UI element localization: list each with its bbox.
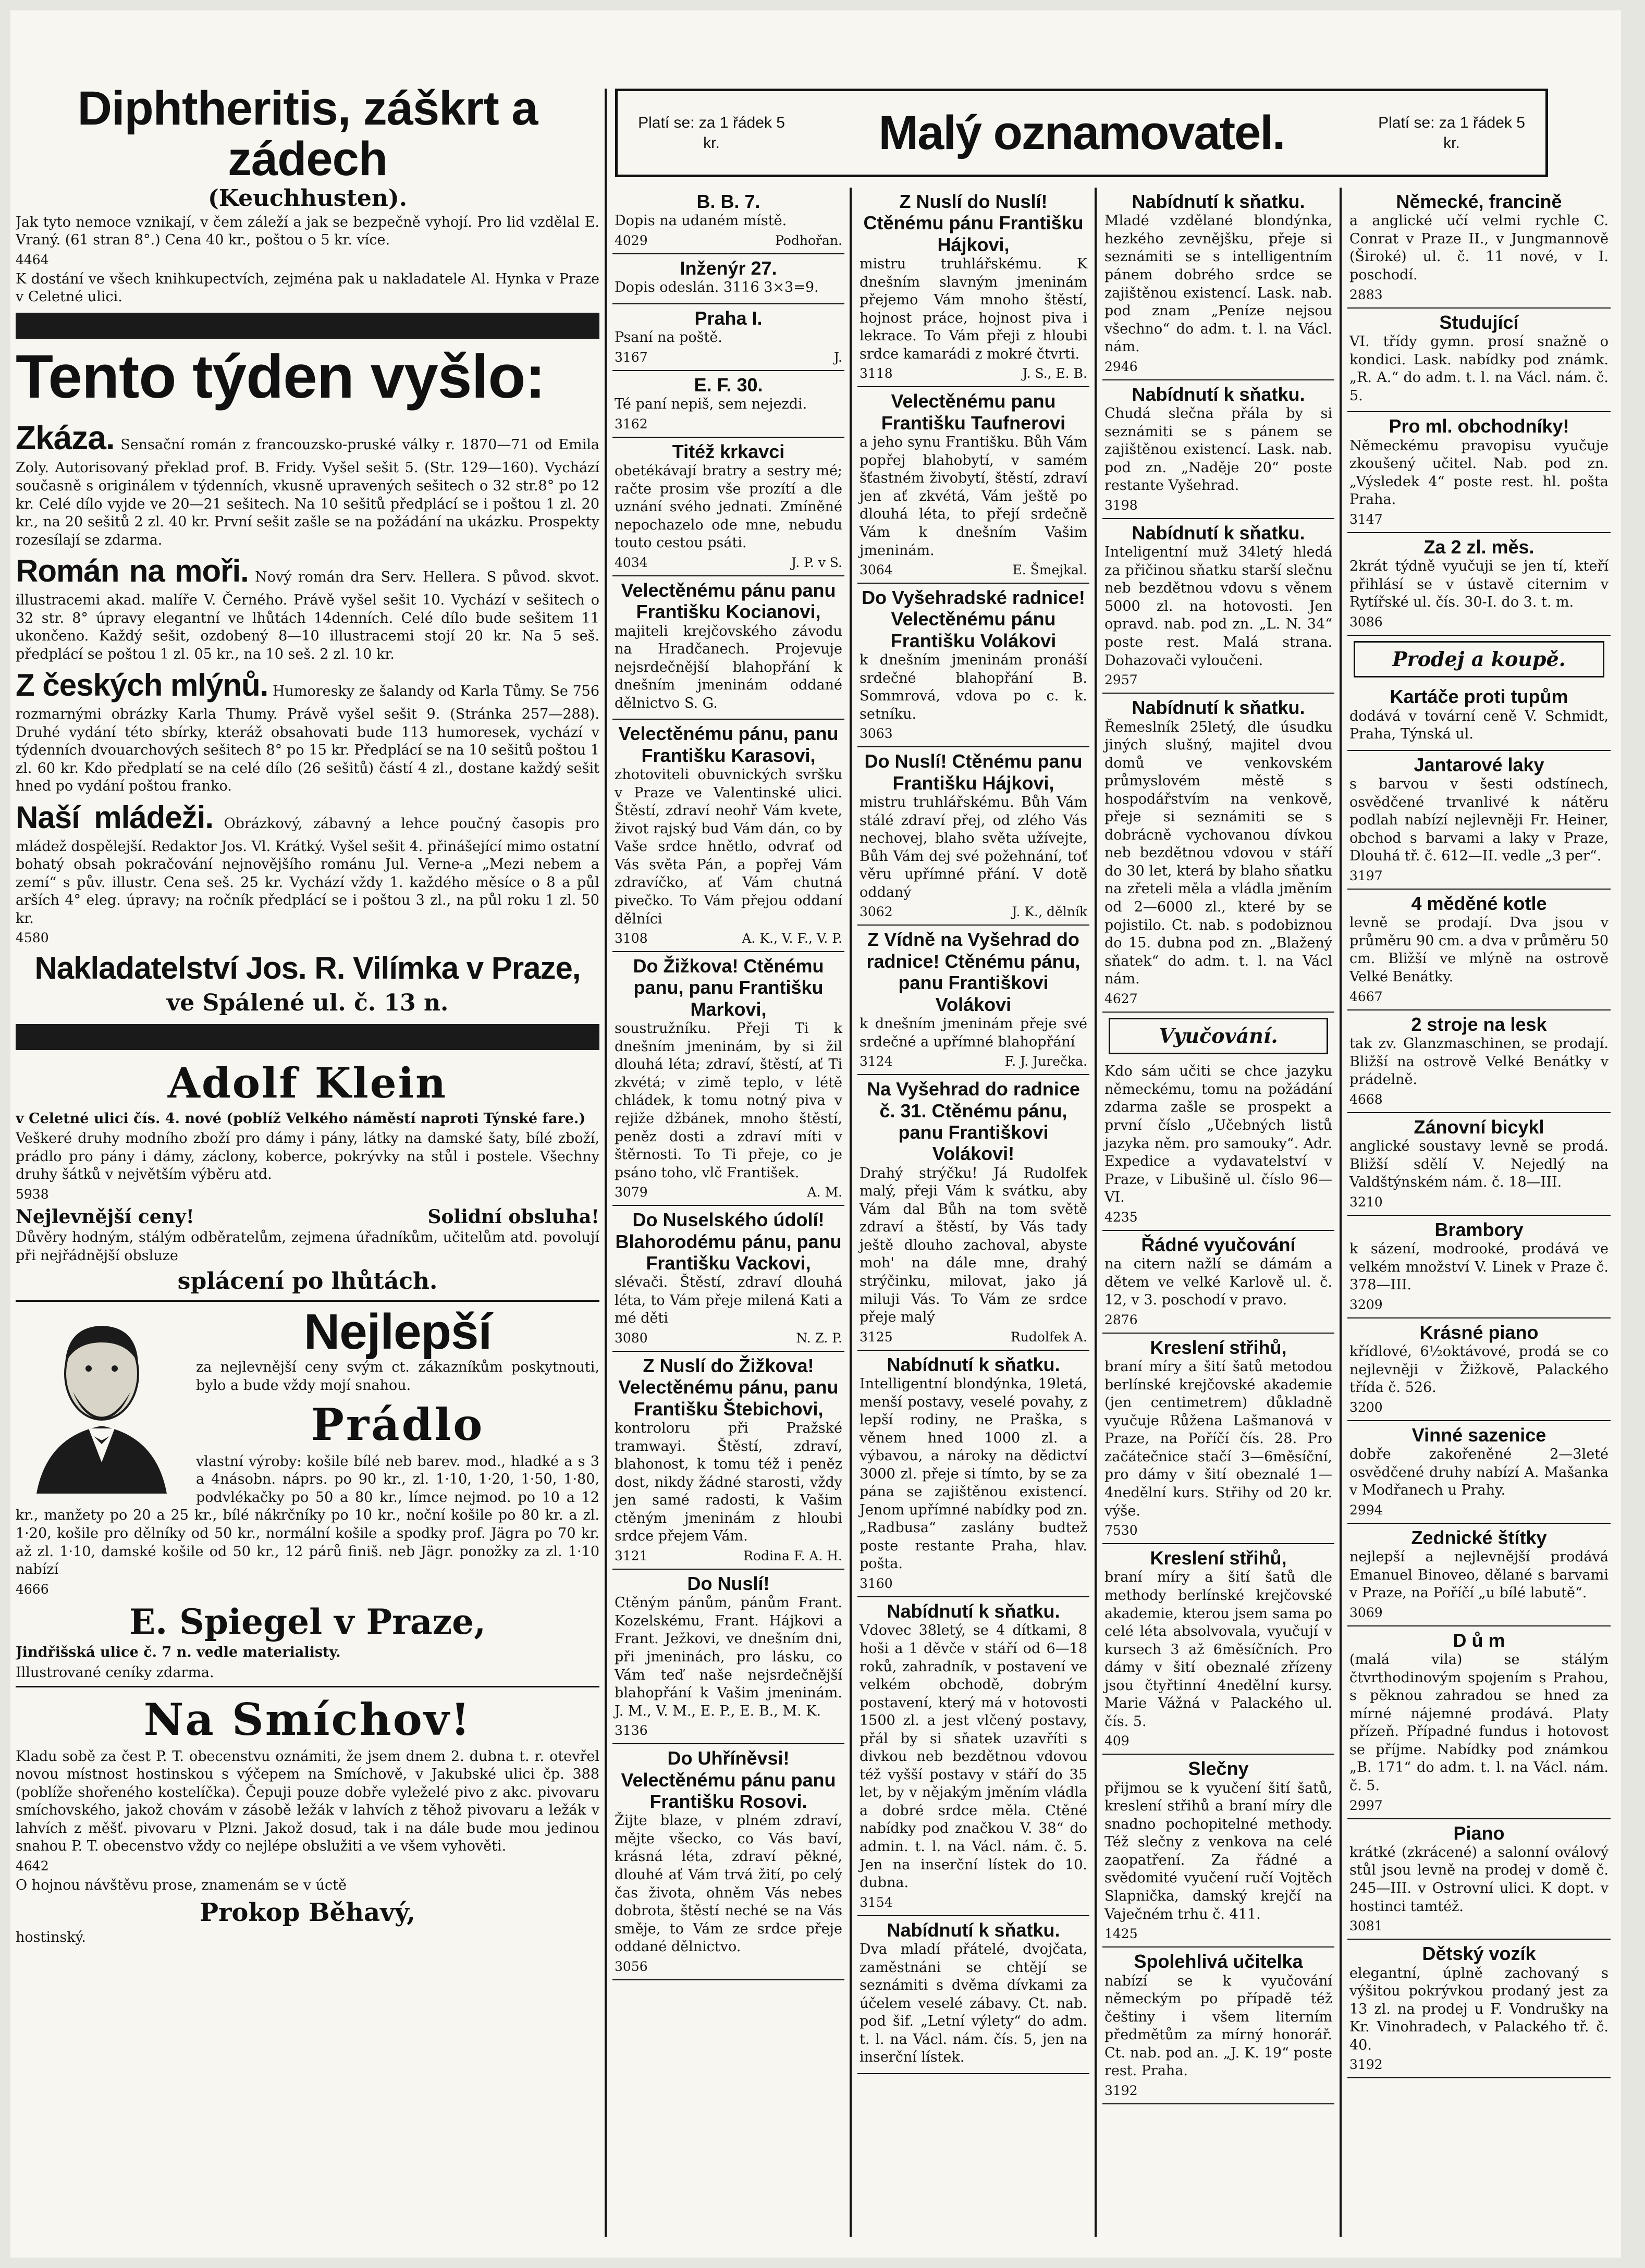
ad-footer bbox=[615, 930, 842, 947]
ad-heading: Z Nuslí do Nuslí! Ctěnému pánu Františku Hájkovi, bbox=[863, 191, 1084, 255]
ad-heading: Do Vyšehradské radnice! Velectěnému pánu Františku Volákovi bbox=[862, 587, 1085, 651]
banner-title: Malý oznamovatel. bbox=[878, 106, 1285, 159]
klein-text2: Důvěry hodným, stálým odběratelům, zejmena úřadníkům, učitelům atd. povolují při nejřádnější obsluze bbox=[16, 1229, 599, 1264]
ad-heading: Pro ml. obchodníky! bbox=[1389, 415, 1569, 437]
ad-footer bbox=[1349, 868, 1609, 884]
classified-ad bbox=[1102, 1544, 1334, 1755]
divider-bar-2 bbox=[16, 1024, 599, 1050]
ad-number: 3197 bbox=[1349, 868, 1383, 883]
ad-heading: Slečny bbox=[1188, 1758, 1249, 1780]
classified-ad bbox=[1347, 890, 1611, 1010]
classified-ad bbox=[612, 1352, 844, 1570]
klein-solid: Solidní obsluha! bbox=[427, 1205, 599, 1228]
classified-ad bbox=[857, 747, 1089, 926]
ad-signature: A. M. bbox=[807, 1185, 842, 1200]
ad-footer bbox=[1104, 991, 1332, 1007]
ad-text: křídlové, 6½oktávové, prodá se co nejlevněji v Žižkově, Palackého třída č. 526. bbox=[1349, 1343, 1609, 1396]
diphtheritis-subtitle: (Keuchhusten). bbox=[207, 185, 408, 212]
ad-heading: Nabídnutí k sňatku. bbox=[887, 1353, 1060, 1375]
column-rule bbox=[1340, 188, 1342, 2237]
column-5 bbox=[1347, 188, 1611, 2237]
ad-footer bbox=[1104, 1312, 1332, 1328]
classified-ad bbox=[1347, 1940, 1611, 2078]
smichov-sign: Prokop Běhavý, bbox=[200, 1897, 415, 1927]
ad-text: Chudá slečna přála by si seznámiti se s pánem se zajištěnou existencí. Lask. nab. pod zn. „Naděje 20“ poste restante Vyšehrad. bbox=[1104, 405, 1332, 494]
ad-footer bbox=[615, 1548, 842, 1564]
ad-heading: Nabídnutí k sňatku. bbox=[1132, 191, 1305, 212]
ad-signature: J. K., dělník bbox=[1012, 904, 1087, 920]
ad-text: krátké (zkrácené) a salonní oválový stůl jsou levně na prodej v domě č. 245—III. v Ostrovní ulici. K dopt. v hostinci tamtéž. bbox=[1349, 1844, 1609, 1915]
ad-text: Dva mladí přátelé, dvojčata, zaměstnáni se chtějí se seznámiti s dvěma dívkami za účelem veselé zábavy. Ct. nab. pod šif. „Letní výlety“ do adm. t. l. na Václ. nám. čís. 5, jen na inserční lístek. bbox=[860, 1941, 1087, 2066]
ad-text: majiteli krejčovského závodu na Hradčanech. Projevuje nejsrdečnější blahopřání k dnešním jmeninám oddané dělnictvo S. G. bbox=[615, 623, 842, 711]
spiegel-name: E. Spiegel v Praze, bbox=[129, 1601, 486, 1642]
ad-signature: F. J. Jurečka. bbox=[1004, 1054, 1087, 1069]
section-heading: Vyučování. bbox=[1109, 1018, 1328, 1055]
classified-ad bbox=[612, 438, 844, 576]
mladezi-heading: Naší mládeži. bbox=[16, 799, 214, 835]
ad-heading: Zednické štítky bbox=[1411, 1526, 1547, 1548]
ad-heading: 4 měděné kotle bbox=[1411, 893, 1547, 914]
classified-ad bbox=[1347, 1113, 1611, 1216]
ad-heading: Zánovní bicykl bbox=[1414, 1116, 1544, 1138]
ad-number: 3154 bbox=[860, 1894, 893, 1910]
ad-heading: Nabídnutí k sňatku. bbox=[1132, 383, 1305, 405]
ad-text: k dnešním jmeninám přeje své srdečné a upřímné blahopřání bbox=[860, 1016, 1087, 1050]
ad-text: Dopis na udaném místě. bbox=[615, 213, 787, 229]
classified-ad bbox=[1347, 1010, 1611, 1113]
ad-heading: Velectěnému panu Františku Taufnerovi bbox=[881, 390, 1066, 434]
ad-heading: Velectěnému pánu panu Františku Kocianovi, bbox=[621, 579, 836, 623]
ad-number: 3108 bbox=[615, 931, 648, 946]
ad-text: anglické soustavy levně se prodá. Bližší sdělí V. Nejedlý na Valdštýnském nám. č. 18—III. bbox=[1349, 1138, 1609, 1191]
classified-ad bbox=[1347, 412, 1611, 533]
ad-footer bbox=[860, 562, 1087, 578]
ad-number: 3063 bbox=[860, 726, 893, 742]
ad-heading: Velectěnému pánu, panu Františku Karasovi, bbox=[618, 723, 839, 766]
classified-ad bbox=[612, 371, 844, 438]
vilimek-name: Nakladatelství Jos. R. Vilímka v Praze, bbox=[34, 951, 581, 986]
ad-number: 4029 bbox=[615, 232, 648, 248]
ad-footer bbox=[860, 1329, 1087, 1346]
ad-number: 3124 bbox=[860, 1054, 893, 1069]
classified-ad bbox=[612, 254, 844, 304]
ad-footer bbox=[1104, 1209, 1332, 1226]
classified-ad bbox=[1102, 1334, 1334, 1544]
ad-text: Psaní na poště. bbox=[615, 329, 722, 346]
ad-heading: Kreslení střihů, bbox=[1150, 1336, 1287, 1358]
ad-number: 3069 bbox=[1349, 1605, 1383, 1620]
ad-text: elegantní, úplně zachovaný s výšitou pokrývkou prodaný jest za 13 zl. na prodej u F. Vondrušky na Kr. Vinohradech, v Palackého tř. č. 40. bbox=[1349, 1965, 1609, 2053]
ad-text: mistru truhlářskému. Bůh Vám stálé zdraví přej, od zlého Vás nechovej, blaho světa užívejte, Bůh Vám dej své požehnání, toť věru upřímné přání. V dotě oddaný bbox=[860, 794, 1087, 901]
ad-footer bbox=[615, 416, 842, 433]
klein-pay: splácení po lhůtách. bbox=[177, 1268, 438, 1295]
ad-heading: Dětský vozík bbox=[1422, 1943, 1536, 1965]
classified-ad bbox=[857, 1916, 1089, 2074]
ad-heading: Nabídnutí k sňatku. bbox=[887, 1600, 1060, 1622]
ad-footer bbox=[1349, 511, 1609, 528]
ad-heading: Do Nuslí! Ctěnému panu Františku Hájkovi, bbox=[864, 750, 1083, 794]
diphtheritis-text2: K dostání ve všech knihkupectvích, zejména pak u nakladatele Al. Hynka v Praze v Celetné ulici. bbox=[16, 270, 599, 305]
ad-heading: Řádné vyučování bbox=[1141, 1234, 1296, 1255]
ad-text: slévači. Štěstí, zdraví dlouhá léta, to Vám přeje milená Kati a mé děti bbox=[615, 1274, 842, 1327]
ad-number: 2994 bbox=[1349, 1502, 1383, 1518]
pradlo-number: 4666 bbox=[16, 1581, 49, 1597]
classified-ad bbox=[1347, 533, 1611, 636]
classified-ad bbox=[612, 1206, 844, 1352]
ad-number: 3198 bbox=[1104, 497, 1138, 513]
classified-ad bbox=[857, 584, 1089, 747]
ad-footer bbox=[1349, 1091, 1609, 1108]
classified-ad bbox=[857, 926, 1089, 1075]
column-3 bbox=[857, 188, 1089, 2237]
ad-number: 1425 bbox=[1104, 1926, 1138, 1942]
ad-number: 2946 bbox=[1104, 359, 1138, 374]
classified-ad bbox=[1102, 1755, 1334, 1947]
ad-footer bbox=[860, 1894, 1087, 1911]
ad-number: 3200 bbox=[1349, 1399, 1383, 1415]
ad-text: dobře zakořeněné 2—3leté osvědčené druhy nabízí A. Mašanka v Modřanech u Prahy. bbox=[1349, 1446, 1609, 1499]
ad-text: obetékávají bratry a sestry mé; račte prosim vše prozítí a dle uznání svého jednati. Zmíněné nepochazelo ode mne, nebudu touto cestou psáti. bbox=[615, 463, 842, 551]
ad-signature: E. Šmejkal. bbox=[1012, 562, 1087, 578]
ad-heading: E. F. 30. bbox=[694, 374, 763, 396]
ad-heading: Na Vyšehrad do radnice č. 31. Ctěnému pánu, panu Františkovi Volákovi! bbox=[867, 1078, 1080, 1165]
smichov-title: Na Smíchov! bbox=[143, 1694, 472, 1746]
ad-footer bbox=[860, 904, 1087, 920]
ad-text: kontroloru při Pražské tramwayi. Štěstí, zdraví, blahonost, k tomu též i peněz dost, nikdy žádné starosti, vždy jen samé radosti, k Vašim ctěným jmeninám z hloubi srdce přejem Vám. bbox=[615, 1420, 842, 1545]
ad-text: VI. třídy gymn. prosí snažně o kondici. Lask. nabídky pod známk. „R. A.“ do adm. t. l. na Václ. nám. č. 5. bbox=[1349, 333, 1609, 404]
ad-number: 409 bbox=[1104, 1733, 1130, 1749]
ad-number: 3062 bbox=[860, 904, 893, 920]
ad-footer bbox=[615, 232, 842, 249]
classified-ad bbox=[612, 304, 844, 371]
classified-ad bbox=[612, 952, 844, 1206]
ad-footer bbox=[1349, 989, 1609, 1005]
pradlo-text: vlastní výroby: košile bílé neb barev. mod., hladké a s 3 a 4násobn. náprs. po 90 kr., zl. 1·10, 1·20, 1·50, 1·80, podvlékačky po 50 a 80 kr., límce nejmod. po 10 a 12 kr., manžety po 20 a 25 kr., bílé nákrčníky po 10 kr., noční košile po 80 kr. a zl. 1·20, košile pro dělníky od 50 kr., normální košile a spodky prof. Jägra po 70 kr. až zl. 1·10, damské košile od 50 kr., 12 párů finiš. neb Jägr. ponožky za zl. 1·10 nabízí bbox=[16, 1453, 599, 1578]
ad-signature: Rudolfek A. bbox=[1010, 1329, 1087, 1345]
classified-ad bbox=[1102, 1231, 1334, 1334]
ad-number: 2876 bbox=[1104, 1312, 1138, 1327]
ad-number: 3210 bbox=[1349, 1194, 1383, 1210]
smichov-number: 4642 bbox=[16, 1858, 49, 1874]
classified-ad bbox=[1102, 380, 1334, 519]
ad-number: 3121 bbox=[615, 1548, 648, 1563]
classified-ad bbox=[612, 720, 844, 952]
ad-footer bbox=[1349, 1605, 1609, 1621]
nejlepsi-text: za nejlevnější ceny svým ct. zákazníkům poskytnouti, bylo a bude vždy mojí snahou. bbox=[196, 1359, 599, 1394]
banner-left: Platí se: za 1 řádek 5 kr. bbox=[638, 114, 785, 152]
ad-heading: Krásné piano bbox=[1419, 1321, 1539, 1343]
ad-footer bbox=[615, 1330, 842, 1347]
ad-number: 3209 bbox=[1349, 1297, 1383, 1312]
classified-ad bbox=[1347, 1524, 1611, 1626]
ad-text: a jeho synu Františku. Bůh Vám popřej blahobytí, v samém šťastném živobytí, štěstí, zdraví jen ať zkvétá, Vám ještě po dlouhá léta, to přejí srdečně Vám k dnešním Vašim jmeninám. bbox=[860, 434, 1087, 559]
column-rule bbox=[850, 188, 852, 2237]
ad-number: 3125 bbox=[860, 1329, 893, 1345]
ad-text: mistru truhlářskému. K dnešním slavným jmeninám přejemo Vám mnoho štěstí, hojnost práce, hojnost piva i lekrace. To Vám přeji z hloubi srdce kamarádi z mokré čtvrti. bbox=[860, 256, 1087, 362]
ad-heading: Studující bbox=[1439, 311, 1519, 333]
ad-heading: Z Vídně na Vyšehrad do radnice! Ctěnému pánu, panu Františkovi Volákovi bbox=[866, 929, 1081, 1015]
ad-heading: Za 2 zl. měs. bbox=[1423, 536, 1534, 558]
diphtheritis-number: 4464 bbox=[16, 252, 49, 267]
mlynu-text: Humoresky ze šalandy od Karla Tůmy. Se 756 rozmarnými obrázky Karla Thumy. Právě vyšel sešit 9. (Stránka 257—288). Druhé vydání této sbírky, kteráž obsahovati bude 113 humoresek, vychází v týdenních dvouarchových sešitech 8° po 15 kr. Předplácí se na 10 sešitů poštou 1 zl. 60 kr. Kdo předplatí se na celé dílo (26 sešitů) částí 4 zl., dostane každý sešit hned po vydání poštou franko. bbox=[16, 683, 599, 795]
ad-text: Inteligentní muž 34letý hledá za přičinou sňatku starší slečnu neb bezdětnou vdovu s věnem 5000 zl. na hotovosti. Jen opravd. nab. pod zn. „L. N. 34“ poste rest. Malá strana. Dohazovači vyloučeni. bbox=[1104, 544, 1332, 669]
ad-text: 2krát týdně vyučuji se jen tí, kteří přihlásí se v ústavě citernim v Rytířské ul. čís. 30-I. do 3. t. m. bbox=[1349, 558, 1609, 611]
ad-number: 3162 bbox=[615, 416, 648, 432]
ad-text: braní míry a šití šatů metodou berlínské krejčovské akademie (jen centimetrem) důkladně vyučuje Růžena Lašmanová v Praze, na Poříčí čís. 28. Pro začátečnice stačí 3—6měsíční, pro dámy v šití obeznalé 1—4nedělní kurs. Střihy od 20 kr. výše. bbox=[1104, 1359, 1332, 1519]
ad-text: nabízí se k vyučování německým po případě též češtiny i všem literním předmětům za mírný honorář. Ct. nab. pod an. „J. K. 19“ poste rest. Praha. bbox=[1104, 1973, 1332, 2079]
ad-footer bbox=[1349, 1918, 1609, 1934]
ad-number: 4034 bbox=[615, 554, 648, 570]
ad-footer bbox=[615, 349, 842, 366]
ad-footer bbox=[615, 1722, 842, 1739]
ad-text: Ctěným pánům, pánům Frant. Kozelskému, Frant. Hájkovi a Frant. Ježkovi, ve dnešním dni, při jmeninách, pro lásku, co Vám teď naše nejsrdečnější blahopřání k Vašim jmeninám. J. M., V. M., E. P., E. B., M. K. bbox=[615, 1595, 842, 1719]
ad-heading: Do Nuselského údolí! Blahorodému pánu, panu Františku Vackovi, bbox=[615, 1209, 842, 1274]
ad-heading: D ů m bbox=[1453, 1629, 1505, 1651]
classified-ad bbox=[857, 188, 1089, 387]
ad-text: Drahý strýčku! Já Rudolfek malý, přeji Vám k svátku, aby Vám dal Bůh na tom světě zdraví a štěstí, by Vás tady ještě dlouho zachoval, abyste moh' na dále mne, drahý strýčinku, milovat, jako já miluji Vás. To Vám ze srdce přeje malý bbox=[860, 1165, 1087, 1326]
ad-heading: Titéž krkavci bbox=[672, 440, 785, 462]
classified-ad bbox=[1347, 1819, 1611, 1940]
ad-text: Řemeslník 25letý, dle úsudku jiných slušný, majitel dvou domů ve venkovském průmyslovém městě s hospodářstvím na venkově, přeje si seznámiti se s dobrácně vychovanou dívkou neb bezdětnou vdovou v stáří do 30 let, která by blaho sňatku na zřeteli měla a vládla jměním od 2—6000 zl., které by se pojistilo. Ct. nab. s podobiznou do 15. dubna pod zn. „Blažený sňatek“ do adm. t. l. na Václ nám. bbox=[1104, 719, 1332, 988]
ad-text: přijmou se k vyučení šití šatů, kreslení střihů a braní míry dle snadno pochopitelné methody. Též slečny z venkova na celé zaopatření. Za řádné a svědomité vyučení ručí Vojtěch Slapnička, damský krejčí na Vaječném trhu č. 411. bbox=[1104, 1780, 1332, 1922]
smichov-text2: O hojnou návštěvu prose, znamenám se v úctě bbox=[16, 1877, 347, 1894]
ad-signature: J. bbox=[833, 349, 842, 365]
ad-footer bbox=[1104, 1926, 1332, 1942]
classified-ad bbox=[1347, 1216, 1611, 1318]
ad-text: braní míry a šití šatů dle methody berlínské krejčovské akademie, kterou jsem sama po celé léta absolvovala, vyučují v kursech 3 až 6měsíčních. Pro dámy v šití obeznalé zřízeny jsou čtyřtinní 4nedělní kursy. Marie Vážná v Palackého ul. čís. 5. bbox=[1104, 1569, 1332, 1730]
ad-heading: Nabídnutí k sňatku. bbox=[1132, 697, 1305, 719]
nejlepsi-heading: Nejlepší bbox=[303, 1306, 492, 1360]
ad-number: 2997 bbox=[1349, 1797, 1383, 1813]
ad-text: k dnešním jmeninám pronáší srdečné blahopřání B. Sommrová, vdova po c. k. setníku. bbox=[860, 652, 1087, 722]
classified-ad bbox=[612, 1744, 844, 1980]
smichov-text: Kladu sobě za čest P. T. obecenstvu oznámiti, že jsem dnem 2. dubna t. r. otevřel novou místnost hostinskou s výčepem na Smíchově, v Jakubské ulici čp. 388 (poblíže shořeného kostelíčka). Čepuji pouze dobře vyleželé pivo z akc. pivovaru smíchovského, jakož chovám v zásobě ležák v lahvích z těhož pivovaru a ležák v lahvích z měšť. pivovaru v Plzni. Jakož dosud, tak i na dále bude mou jedinou snahou P. T. obecenstvo vždy co nejlépe obslužiti a ve všem vyhověti. bbox=[16, 1748, 599, 1855]
ad-text: Dopis odeslán. 3116 3×3=9. bbox=[615, 279, 819, 296]
ad-text: k sázení, modrooké, prodává ve velkém množství V. Linek v Praze č. 378—III. bbox=[1349, 1241, 1609, 1293]
ad-footer bbox=[1349, 1399, 1609, 1416]
ad-footer bbox=[1104, 672, 1332, 688]
ad-heading: Do Žižkova! Ctěnému panu, panu Františku Markovi, bbox=[633, 955, 824, 1020]
ad-text: soustružníku. Přeji Ti k dnešním jmeninám, by si žil dlouhá léta; zdraví, štěstí, ať Ti zkvétá; v zimě teplo, v létě chládek, k tomu notný piva v rejiže džbánek, mnoho štěstí, peněz dosti a zdraví míti v štěrnosti. To Ti přeje, co je psáno toho, vlč František. bbox=[615, 1020, 842, 1181]
ad-heading: Nabídnutí k sňatku. bbox=[887, 1919, 1060, 1941]
classified-ad bbox=[857, 1351, 1089, 1597]
classified-ad bbox=[1347, 683, 1611, 750]
klein-number: 5938 bbox=[16, 1186, 49, 1202]
pradlo-heading: Prádlo bbox=[311, 1399, 485, 1451]
ad-text: Té paní nepiš, sem nejezdi. bbox=[615, 396, 807, 413]
vilimek-address: ve Spálené ul. č. 13 n. bbox=[166, 990, 449, 1017]
ad-number: 4235 bbox=[1104, 1209, 1138, 1225]
ad-text: nejlepší a nejlevnější prodává Emanuel Binoveo, dělané s barvami v Praze, na Poříčí „u bílé labutě“. bbox=[1349, 1549, 1609, 1601]
classified-ad bbox=[1347, 1421, 1611, 1524]
ad-text: Německému pravopisu vyučuje zkoušený učitel. Nab. pod zn. „Výsledek 4“ poste rest. hl. pošta Praha. bbox=[1349, 437, 1609, 508]
ad-footer bbox=[860, 1053, 1087, 1070]
ad-number: 3192 bbox=[1349, 2057, 1383, 2073]
ad-number: 3167 bbox=[615, 349, 648, 365]
ad-footer bbox=[1104, 2082, 1332, 2099]
ad-footer bbox=[1104, 497, 1332, 514]
classified-ad bbox=[1347, 188, 1611, 309]
ad-text: tak zv. Glanzmaschinen, se prodají. Bližší na ostrově Velké Benátky v prádelně. bbox=[1349, 1035, 1609, 1088]
section-heading: Prodej a koupě. bbox=[1354, 641, 1604, 678]
classified-ad bbox=[1347, 751, 1611, 890]
roman-text: Nový román dra Serv. Hellera. S původ. skvot. illustracemi akad. malíře V. Černého. Právě vyšel sešit 10. Vychází v sešitech o 32 str. 8° úpravy elegantní ve lhůtách 14denních. Celé dílo bude sešitem 11 ukončeno. Každý sešit, ozdobený 8—10 illustracemi stojí 20 kr. Na 5 seš. předplácí se poštou 1 zl. 05 kr., na 10 seš. 2 zl. 10 kr. bbox=[16, 569, 599, 662]
ad-footer bbox=[860, 725, 1087, 742]
ad-heading: Piano bbox=[1453, 1822, 1505, 1844]
ad-heading: Vinné sazenice bbox=[1411, 1424, 1546, 1446]
classified-ad bbox=[857, 387, 1089, 584]
ad-number: 3079 bbox=[615, 1185, 648, 1200]
zkaza-heading: Zkáza. bbox=[16, 418, 115, 457]
classified-ad bbox=[612, 1570, 844, 1744]
classified-ad bbox=[1102, 694, 1334, 1013]
zkaza-text: Sensační román z francouzsko-pruské války r. 1870—71 od Emila Zoly. Autorisovaný překlad prof. B. Fridy. Vyšel sešit 5. (Str. 129—160). Vychází současně s originálem v týdenních, vkusně upravených sešitech o 32 str.8° po 12 kr. Celé dílo vyjde ve 20—21 sešitech. Na 10 sešitů předplácí se i poštou 1 zl. 20 kr., na 20 sešitů 2 zl. 40 kr. První sešit zašle se na požádání na ukázku. Prospekty rozesílají se zdarma. bbox=[16, 436, 599, 548]
ad-footer bbox=[615, 554, 842, 571]
ad-heading: B. B. 7. bbox=[696, 191, 760, 212]
ad-text: (malá vila) se stálým čtvrthodinovým spojením s Prahou, s pěknou zahradou se hned za mírné nájemné prodává. Platy přízeň. Případné fundus i hotovost se příjme. Nabídky pod známkou „B. 171“ do adm. t. l. na Václ. nám. č. 5. bbox=[1349, 1651, 1609, 1794]
ad-number: 4667 bbox=[1349, 989, 1383, 1004]
newspaper-page bbox=[10, 10, 1621, 2258]
mlynu-heading: Z českých mlýnů. bbox=[16, 668, 268, 703]
mladezi-text: Obrázkový, zábavný a lehce poučný časopis pro mládež dospělejší. Redaktor Jos. Vl. Krátký. Vyšel sešit 4. přinášející mimo ostatní bohatý obsah pokračování nejnovějšího románu Jul. Verne-a „Mezi nebem a zemí“ s pův. illustr. Cena seš. 25 kr. Vychází vždy 1. každého měsíce o 8 a půl arších 4° eleg. úpravy; na ročník předplácí se i poštou 3 zl., na půl roku 1 zl. 50 kr. bbox=[16, 815, 599, 927]
ad-heading: Praha I. bbox=[694, 307, 763, 329]
klein-prices: Nejlevnější ceny! bbox=[16, 1205, 194, 1228]
maly-oznamovatel-banner bbox=[615, 89, 1548, 177]
ad-number: 2883 bbox=[1349, 287, 1383, 302]
classified-ad bbox=[612, 188, 844, 254]
ad-number: 3086 bbox=[1349, 614, 1383, 630]
ad-text: a anglické učí velmi rychle C. Conrat v Praze II., v Jungmannově (Široké) ul. č. 11 nové, v I. poschodí. bbox=[1349, 213, 1609, 284]
ad-heading: Kreslení střihů, bbox=[1150, 1547, 1287, 1569]
ad-number: 3080 bbox=[615, 1330, 648, 1346]
classified-ad bbox=[612, 576, 844, 720]
ad-number: 3056 bbox=[615, 1958, 648, 1974]
ad-footer bbox=[1104, 359, 1332, 375]
column-2 bbox=[612, 188, 844, 2237]
ad-footer bbox=[860, 1575, 1087, 1592]
ad-text: Vdovec 38letý, se 4 dítkami, 8 hoši a 1 děvče v stáří od 6—18 roků, zahradník, v postavení ve velkém obchodě, dobrým postavení, který má v hotovosti 1500 zl. a jest vlčený postavy, přál by si sňatek uzavříti s divkou neb bezdětnou vdovou též vyšší postavy v stáří do 35 let, by v nějakým jměním vládla a dobré srdce měla. Ctěné nabídky pod značkou V. 38“ do admin. t. l. na Václ. nám. č. 5. Jen na inserční lístek do 10. dubna. bbox=[860, 1622, 1087, 1891]
ad-heading: Německé, francině bbox=[1396, 191, 1562, 212]
klein-text: Veškeré druhy modního zboží pro dámy i pány, látky na damské šaty, bílé zboží, prádlo pro pány i dámy, záclony, koberce, pokrývky na stůl i postele. Všechny druhy šátků v největším výběru atd. bbox=[16, 1130, 599, 1183]
klein-address: v Celetné ulici čís. 4. nové (poblíž Velkého náměstí naproti Týnské fare.) bbox=[16, 1110, 586, 1127]
column-rule bbox=[1095, 188, 1097, 2237]
classified-ad bbox=[1347, 1318, 1611, 1421]
ad-number: 3192 bbox=[1104, 2082, 1138, 2098]
ad-heading: Do Nuslí! bbox=[687, 1573, 770, 1594]
ad-number: 3147 bbox=[1349, 511, 1383, 527]
classified-ad bbox=[857, 1597, 1089, 1916]
ad-signature: J. S., E. B. bbox=[1022, 366, 1087, 381]
ad-heading: Z Nuslí do Žižkova! Velectěnému pánu, panu Františku Štebichovi, bbox=[618, 1355, 839, 1420]
ad-signature: J. P. v S. bbox=[791, 554, 842, 570]
ad-number: 7530 bbox=[1104, 1523, 1138, 1538]
ad-footer bbox=[1349, 614, 1609, 631]
ad-signature: Rodina F. A. H. bbox=[743, 1548, 842, 1563]
ad-footer bbox=[1349, 1502, 1609, 1519]
ad-footer bbox=[615, 1184, 842, 1201]
ad-heading: 2 stroje na lesk bbox=[1411, 1013, 1547, 1035]
ad-number: 2957 bbox=[1104, 672, 1138, 688]
ad-signature: A. K., V. F., V. P. bbox=[742, 931, 842, 946]
vyslo-title: Tento týden vyšlo: bbox=[16, 342, 545, 411]
classified-ad bbox=[1347, 309, 1611, 413]
ad-footer bbox=[1104, 1733, 1332, 1749]
diphtheritis-title: Diphtheritis, záškrt a zádech bbox=[77, 83, 538, 186]
classified-ad bbox=[1347, 1626, 1611, 1819]
ad-number: 4668 bbox=[1349, 1091, 1383, 1107]
ad-footer bbox=[1349, 2056, 1609, 2073]
ad-text: s barvou v šesti odstínech, osvědčené trvanlivé k nátěru podlah nabízí nejlevněji Fr. Heiner, obchod s barvami a laky v Praze, Dlouhá tř. č. 612—II. vedle „3 per“. bbox=[1349, 776, 1609, 865]
column-rule bbox=[605, 89, 607, 2237]
diphtheritis-text: Jak tyto nemoce vznikají, v čem záleží a jak se bezpečně vyhojí. Pro lid vzdělal E. Vraný. (61 stran 8°.) Cena 40 kr., poštou o 5 kr. více. bbox=[16, 214, 599, 249]
ad-heading: Spolehlivá učitelka bbox=[1134, 1951, 1303, 1973]
divider-bar bbox=[16, 313, 599, 339]
classified-ad bbox=[1102, 519, 1334, 694]
classified-ad bbox=[857, 1075, 1089, 1350]
ad-heading: Brambory bbox=[1434, 1218, 1524, 1240]
ad-text: dodává v tovární ceně V. Schmidt, Praha, Týnská ul. bbox=[1349, 708, 1609, 743]
gentleman-portrait-icon bbox=[16, 1306, 188, 1494]
classified-ad bbox=[1102, 1947, 1334, 2104]
ad-number: 3136 bbox=[615, 1723, 648, 1739]
ad-footer bbox=[1349, 1797, 1609, 1814]
banner-right: Platí se: za 1 řádek 5 kr. bbox=[1378, 114, 1525, 152]
ad-footer bbox=[1349, 1297, 1609, 1313]
ad-footer bbox=[1349, 1194, 1609, 1211]
ad-number: 3118 bbox=[860, 366, 893, 381]
roman-heading: Román na moři. bbox=[16, 553, 249, 589]
classified-ad bbox=[1102, 188, 1334, 380]
classified-ad bbox=[1102, 1059, 1334, 1230]
ad-signature: N. Z. P. bbox=[796, 1330, 842, 1346]
klein-title: Adolf Klein bbox=[167, 1058, 448, 1108]
ad-signature: Podhořan. bbox=[775, 232, 842, 248]
column-1 bbox=[16, 83, 599, 2237]
ad-heading: Nabídnutí k sňatku. bbox=[1132, 522, 1305, 544]
ad-number: 3064 bbox=[860, 562, 893, 578]
ad-text: zhotoviteli obuvnických svršku v Praze ve Valentinské ulici. Štěstí, zdraví neohř Vám kvete, život rajský bud Vám dán, co by Vaše srdce hnětlo, odvrať od Vás světa Pán, a popřej Vám zdravíčko, ať Vám chutná pivečko. To Vám přejou oddaní dělníci bbox=[615, 767, 842, 927]
ad-number: 3081 bbox=[1349, 1918, 1383, 1934]
ad-number: 4627 bbox=[1104, 991, 1138, 1006]
ad-heading: Kartáče proti tupům bbox=[1390, 686, 1568, 708]
ad-footer bbox=[615, 1958, 842, 1975]
ad-text: Intelligentní blondýnka, 19letá, menší postavy, veselé povahy, z lepší rodiny, ne Praška, s věnem hned 1000 zl. a výbavou, a nároky na dědictví 3000 zl. přeje si tímto, by se za pána se zajištěnou existencí. Jenom upřímné nabídky pod zn. „Radbusa“ zaslány budtež poste restante Praha, hlav. pošta. bbox=[860, 1376, 1087, 1572]
ad-text: Kdo sám učiti se chce jazyku německému, tomu na požádání zdarma zašle se prospekt a první číslo „Učebných listů jazyka něm. pro samouky“. Adr. Expedice a vydavatelství v Praze, v Libušině ul. číslo 96—VI. bbox=[1104, 1063, 1332, 1206]
ad-text: Mladé vzdělané blondýnka, hezkého zevnějšku, přeje si seznámiti se s intelligentním pánem dobrého srdce se zajištěnou existencí. Lask. nab. pod znam „Peníze nejsou všechno“ do adm. t. l. na Václ. nám. bbox=[1104, 213, 1332, 355]
spiegel-text: Illustrované ceníky zdarma. bbox=[16, 1664, 214, 1681]
ad-heading: Jantarové laky bbox=[1414, 754, 1544, 775]
ad-text: Žijte blaze, v plném zdraví, mějte všecko, co Vás baví, krásná léta, zdraví pěkné, dlouhé ať Vám trvá žití, po celý čas života, ohněm Vás nebes dobrota, štěstí neché se na Vás směje, to Vám ze srdce přeje oddané dělnictvo. bbox=[615, 1813, 842, 1955]
column-4 bbox=[1102, 188, 1334, 2237]
ad-text: levně se prodají. Dva jsou v průměru 90 cm. a dva v průměru 50 cm. Bližší ve mlýně na ostrově Velké Benátky. bbox=[1349, 915, 1609, 985]
ad-footer bbox=[1104, 1522, 1332, 1539]
ad-heading: Do Uhříněvsi! Velectěnému pánu panu Františku Rosovi. bbox=[621, 1747, 836, 1812]
ad-text: na citern nažlí se dámám a dětem ve velké Karlově ul. č. 12, v 3. poschodí v pravo. bbox=[1104, 1256, 1332, 1309]
smichov-role: hostinský. bbox=[16, 1929, 86, 1946]
mladezi-number: 4580 bbox=[16, 930, 49, 946]
ad-heading: Inženýr 27. bbox=[680, 257, 777, 279]
ad-number: 3160 bbox=[860, 1576, 893, 1592]
ad-footer bbox=[860, 365, 1087, 382]
spiegel-address: Jindřišská ulice č. 7 n. vedle materialisty. bbox=[16, 1644, 341, 1661]
ad-footer bbox=[1349, 287, 1609, 303]
